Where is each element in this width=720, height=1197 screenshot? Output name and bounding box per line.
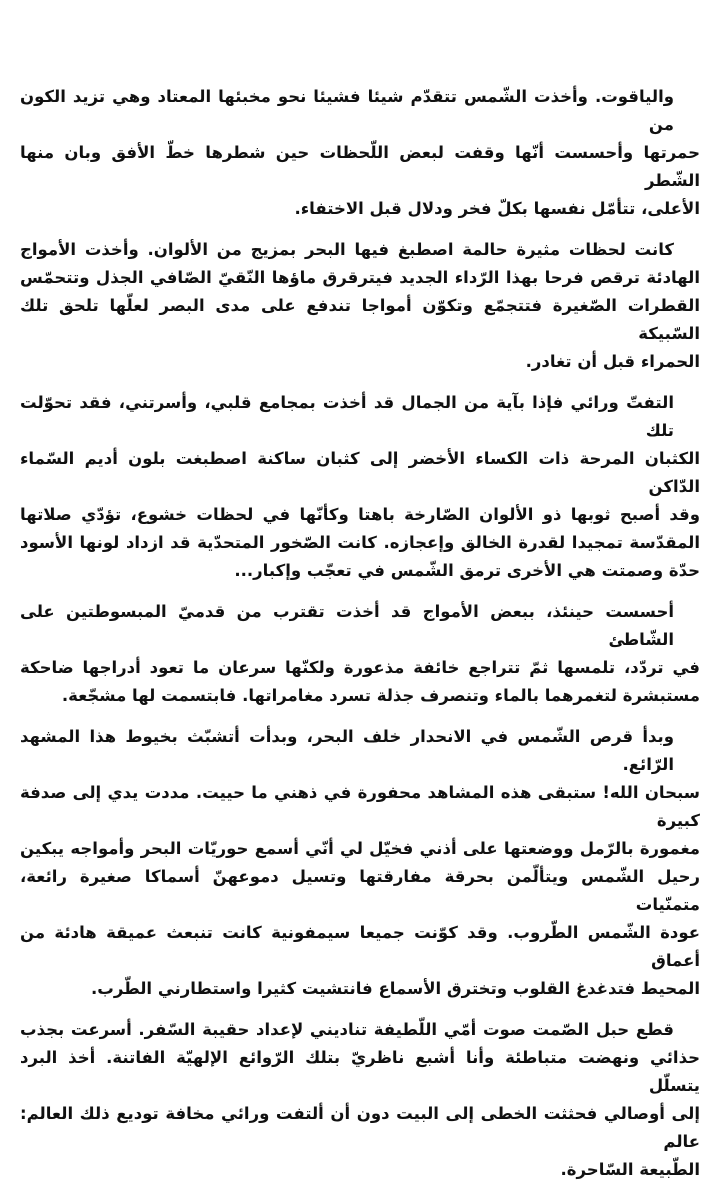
text-line: الطّبيعة السّاحرة. xyxy=(560,1160,700,1179)
text-line: الأعلى، تتأمّل نفسها بكلّ فخر ودلال قبل الاختفاء. xyxy=(294,199,700,218)
paragraph xyxy=(20,236,700,376)
text-line: إلى أوصالي فحثثت الخطى إلى البيت دون أن ألتفت ورائي مخافة توديع ذلك العالم: عالم xyxy=(20,1104,700,1151)
text-line: القطرات الصّغيرة فتتجمّع وتكوّن أمواجا تندفع على مدى البصر لعلّها تلحق تلك السّبيكة xyxy=(20,296,700,343)
paragraph xyxy=(20,1016,700,1184)
text-line: قطع حبل الصّمت صوت أمّي اللّطيفة تناديني لإعداد حقيبة السّفر. أسرعت بجذب xyxy=(20,1020,674,1039)
text-line: كانت لحظات مثيرة حالمة اصطبغ فيها البحر بمزيج من الألوان. وأخذت الأمواج xyxy=(20,240,674,259)
paragraph xyxy=(20,598,700,710)
text-line: أحسست حينئذ، ببعض الأمواج قد أخذت تقترب من قدميّ المبسوطتين على الشّاطئ xyxy=(20,602,674,649)
text-line: الكثبان المرحة ذات الكساء الأخضر إلى كثبان ساكنة اصطبغت بلون أديم السّماء الدّاكن xyxy=(20,449,700,496)
paragraph xyxy=(20,723,700,1003)
text-line: الهادئة ترقص فرحا بهذا الرّداء الجديد فيترقرق ماؤها النّقيّ الصّافي الجذل وتتحمّس xyxy=(20,268,700,287)
text-line: والياقوت. وأخذت الشّمس تتقدّم شيئا فشيئا نحو مخبئها المعتاد وهي تزيد الكون من xyxy=(20,87,674,134)
text-line: المقدّسة تمجيدا لقدرة الخالق وإعجازه. كانت الصّخور المتحدّية قد ازداد لونها الأسود xyxy=(20,533,700,552)
text-line: حذائي ونهضت متباطئة وأنا أشبع ناظريّ بتلك الرّوائع الإلهيّة الفاتنة. أخذ البرد يتسلّل xyxy=(20,1048,700,1095)
text-line: مستبشرة لتغمرهما بالماء وتنصرف جذلة تسرد مغامراتها. فابتسمت لها مشجّعة. xyxy=(61,686,700,705)
text-line: حدّة وصمتت هي الأخرى ترمق الشّمس في تعجّب وإكبار... xyxy=(234,561,700,580)
text-line: الحمراء قبل أن تغادر. xyxy=(525,352,700,371)
text-line: وبدأ قرص الشّمس في الانحدار خلف البحر، وبدأت أتشبّث بخيوط هذا المشهد الرّائع. xyxy=(20,727,674,774)
paragraph xyxy=(20,83,700,223)
text-line: في تردّد، تلمسها ثمّ تتراجع خائفة مذعورة ولكنّها سرعان ما تعود أدراجها ضاحكة xyxy=(20,658,700,677)
text-line: التفتّ ورائي فإذا بآية من الجمال قد أخذت بمجامع قلبي، وأسرتني، فقد تحوّلت تلك xyxy=(20,393,674,440)
text-line: عودة الشّمس الطّروب. وقد كوّنت جميعا سيمفونية كانت تنبعث عميقة هادئة من أعماق xyxy=(20,923,700,970)
text-line: مغمورة بالرّمل ووضعتها على أذني فخيّل لي أنّي أسمع حوريّات البحر وأمواجه يبكين xyxy=(20,839,700,858)
paragraph xyxy=(20,389,700,585)
text-line: حمرتها وأحسست أنّها وقفت لبعض اللّحظات حين شطرها خطّ الأفق وبان منها الشّطر xyxy=(20,143,700,190)
text-line: سبحان الله! ستبقى هذه المشاهد محفورة في ذهني ما حييت. مددت يدي إلى صدفة كبيرة xyxy=(20,783,700,830)
text-line: المحيط فتدغدغ القلوب وتخترق الأسماع فانتشيت كثيرا واستطارني الطّرب. xyxy=(91,979,700,998)
text-line: وقد أصبح ثوبها ذو الألوان الصّارخة باهتا وكأنّها في لحظات خشوع، تؤدّي صلاتها xyxy=(20,505,700,524)
text-line: رحيل الشّمس ويتألّمن بحرقة مفارقتها وتسيل دموعهنّ أسماكا صغيرة رائعة، متمنّيات xyxy=(20,867,700,914)
